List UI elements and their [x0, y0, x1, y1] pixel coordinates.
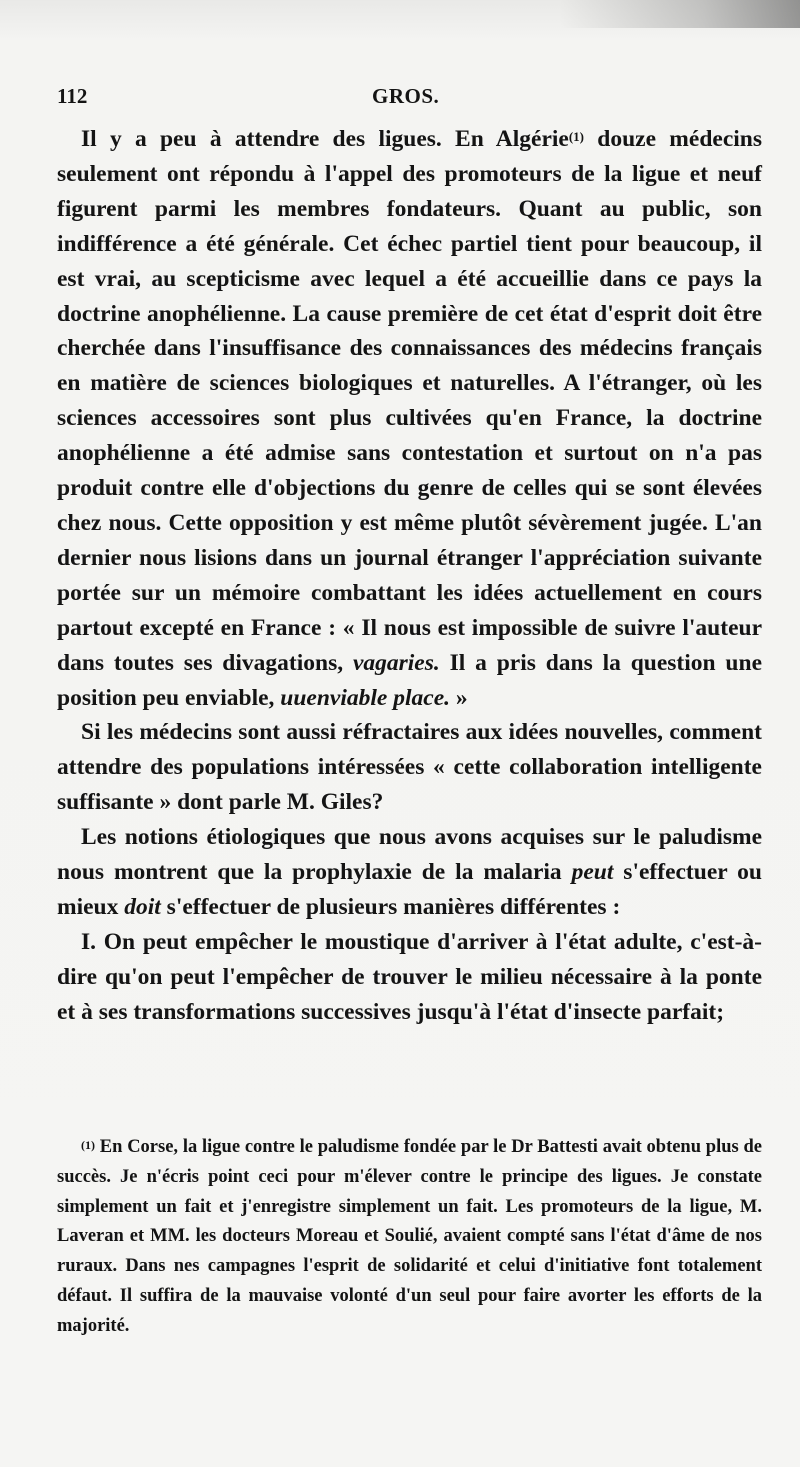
footnote-text: En Corse, la ligue contre le paludisme fondée par le Dr Battesti avait obtenu plus de succès. Je n'écris point ceci pour m'élever contre le principe des ligues. Je constate simplement un fait et j'enregistre simplement un fait. Les promoteurs de la ligue, M. Laveran et MM. les docteurs Moreau et Soulié, avaient compté sans l'état d'âme de nos ruraux. Dans nes campagnes l'esprit de solidarité et celui d'initiative font totalement défaut. Il suffira de la mauvaise volonté d'un seul pour faire avorter les efforts de la majorité.: [57, 1137, 762, 1336]
paragraph-3-start: Les notions étiologiques que nous avons acquises sur le paludisme nous montrent que la prophylaxie de la malaria: [57, 824, 762, 886]
footnote-1: [57, 1133, 762, 1342]
footnote-reference: (1): [568, 129, 585, 144]
italic-term-2: uuenviable place.: [280, 684, 450, 711]
paragraph-1-text: douze médecins seulement ont répondu à l'appel des promoteurs de la ligue et neuf figurent parmi les membres fondateurs. Quant au public, son indifférence a été générale. Cet échec partiel tient pour beaucoup, il est vrai, au scepticisme avec lequel a été accueillie dans ce pays la doctrine anophélienne. La cause première de cet état d'esprit doit être cherchée dans l'insuffisance des connaissances des médecins français en matière de sciences biologiques et naturelles. A l'étranger, où les sciences accessoires sont plus cultivées qu'en France, la doctrine anophélienne a été admise sans contestation et surtout on n'a pas produit contre elle d'objections du genre de celles qui se sont élevées chez nous. Cette opposition y est même plutôt sévèrement jugée. L'an dernier nous lisions dans un journal étranger l'appréciation suivante portée sur un mémoire combattant les idées actuellement en cours partout excepté en France : « Il nous est impossible de suivre l'auteur dans toutes ses divagations,: [57, 126, 762, 676]
footnotes: [57, 1133, 762, 1342]
page-number: 112: [57, 84, 88, 108]
italic-term: vagaries.: [352, 649, 440, 676]
paragraph-1: [57, 122, 762, 715]
page-header: [57, 84, 760, 114]
paragraph-1-end: »: [450, 684, 468, 711]
italic-peut: peut: [571, 859, 614, 886]
running-head: GROS.: [372, 84, 440, 108]
paragraph-1-start: Il y a peu à attendre des ligues. En Algérie: [81, 126, 569, 152]
paragraph-4: I. On peut empêcher le moustique d'arriver à l'état adulte, c'est-à-dire qu'on peut l'empêcher de trouver le milieu nécessaire à la ponte et à ses transformations successives jusqu'à l'état d'insecte parfait;: [57, 928, 762, 1025]
paragraph-3-mid: s'effectuer ou mieux: [57, 859, 762, 920]
paragraph-1-text-2: Il a pris dans la question une position peu enviable,: [57, 649, 762, 711]
paragraph-3: [57, 820, 762, 925]
footnote-marker: (1): [81, 1138, 95, 1152]
body-text: [57, 122, 762, 1030]
paragraph-3-end: s'effectuer de plusieurs manières différentes :: [160, 893, 621, 920]
scan-shadow: [560, 0, 800, 28]
paragraph-2: Si les médecins sont aussi réfractaires aux idées nouvelles, comment attendre des populations intéressées « cette collaboration intelligente suffisante » dont parle M. Giles?: [57, 719, 762, 816]
italic-doit: doit: [124, 893, 161, 920]
